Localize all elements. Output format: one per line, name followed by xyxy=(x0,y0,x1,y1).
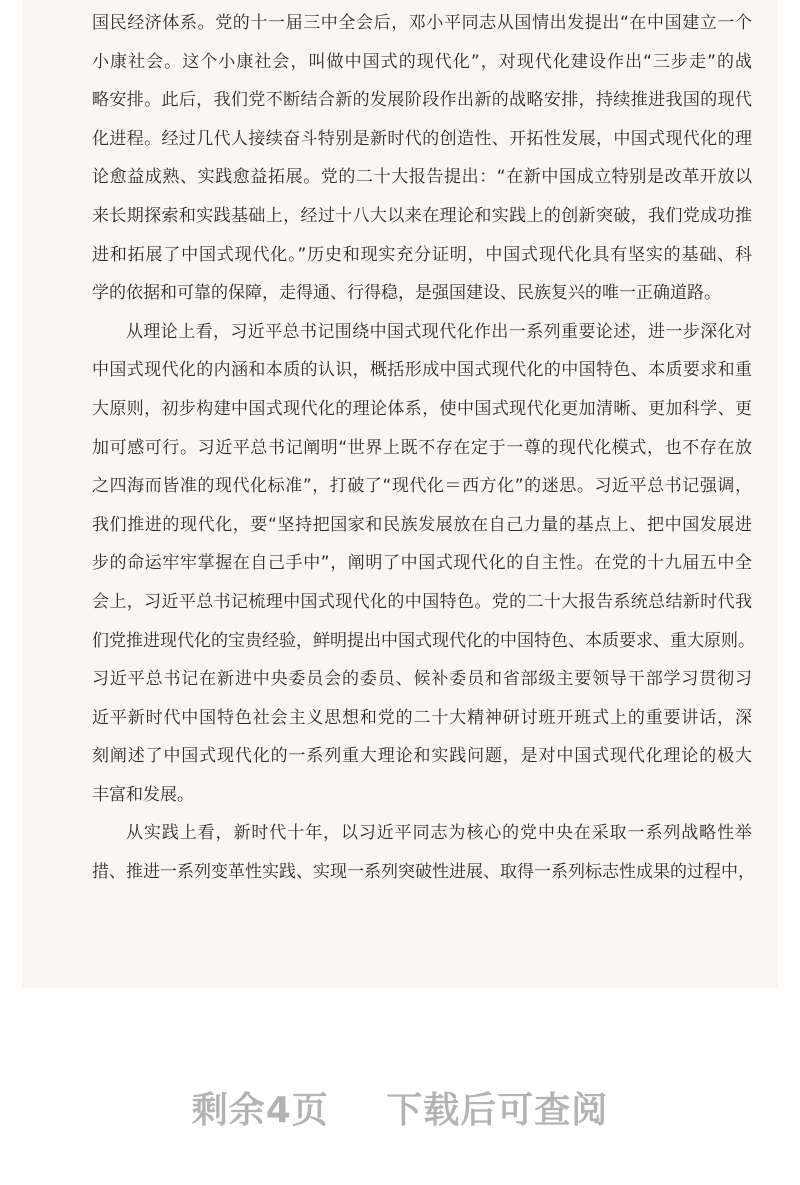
paragraph-line: 中国式现代化的内涵和本质的认识，概括形成中国式现代化的中国特色、本质要求和重 xyxy=(92,360,752,381)
document-body xyxy=(92,4,755,892)
paragraph-line: 习近平总书记在新进中央委员会的委员、候补委员和省部级主要领导干部学习贯彻习 xyxy=(92,669,752,690)
paragraph-line: 步的命运牢牢掌握在自己手中”，阐明了中国式现代化的自主性。在党的十九届五中全 xyxy=(92,553,752,574)
paragraph-line: 丰富和发展。 xyxy=(92,784,194,805)
paragraph-line: 来长期探索和实践基础上，经过十八大以来在理论和实践上的创新突破，我们党成功推 xyxy=(92,205,752,226)
paragraph-line: 加可感可行。习近平总书记阐明“世界上既不存在定于一尊的现代化模式，也不存在放 xyxy=(92,437,752,458)
paragraph-line: 大原则，初步构建中国式现代化的理论体系，使中国式现代化更加清晰、更加科学、更 xyxy=(92,398,752,419)
paragraph-line: 近平新时代中国特色社会主义思想和党的二十大精神研讨班开班式上的重要讲话，深 xyxy=(92,707,752,728)
download-to-view-label: 下载后可查阅 xyxy=(386,1090,609,1131)
paragraph-line: 我们推进的现代化，要“坚持把国家和民族发展放在自己力量的基点上、把中国发展进 xyxy=(92,514,752,535)
paragraph-line: 小康社会。这个小康社会，叫做中国式的现代化”，对现代化建设作出“三步走”的战 xyxy=(92,51,752,72)
paragraph-line: 国民经济体系。党的十一届三中全会后，邓小平同志从国情出发提出“在中国建立一个 xyxy=(92,13,752,33)
paragraph-line: 化进程。经过几代人接续奋斗特别是新时代的创造性、开拓性发展，中国式现代化的理 xyxy=(92,128,752,149)
paragraph-line: 会上，习近平总书记梳理中国式现代化的中国特色。党的二十大报告系统总结新时代我 xyxy=(92,591,752,612)
paragraph-line: 略安排。此后，我们党不断结合新的发展阶段作出新的战略安排，持续推进我国的现代 xyxy=(92,90,752,111)
remaining-pages-label: 剩余4页 xyxy=(191,1090,329,1131)
paragraph-line: 刻阐述了中国式现代化的一系列重大理论和实践问题，是对中国式现代化理论的极大 xyxy=(92,746,752,767)
paragraph-line: 们党推进现代化的宝贵经验，鲜明提出中国式现代化的中国特色、本质要求、重大原则。 xyxy=(92,630,755,651)
read-more-banner[interactable] xyxy=(0,1082,800,1133)
paragraph-line: 之四海而皆准的现代化标准”，打破了“现代化＝西方化”的迷思。习近平总书记强调， xyxy=(92,476,752,497)
paragraph-line: 措、推进一系列变革性实践、实现一系列突破性进展、取得一系列标志性成果的过程中， xyxy=(92,862,755,883)
paragraph-line: 学的依据和可靠的保障，走得通、行得稳，是强国建设、民族复兴的唯一正确道路。 xyxy=(92,283,721,304)
paragraph-line: 从理论上看，习近平总书记围绕中国式现代化作出一系列重要论述，进一步深化对 xyxy=(126,321,752,342)
document-page xyxy=(22,0,778,988)
paragraph-line: 从实践上看，新时代十年，以习近平同志为核心的党中央在采取一系列战略性举 xyxy=(126,823,752,844)
paragraph-line: 论愈益成熟、实践愈益拓展。党的二十大报告提出：“在新中国成立特别是改革开放以 xyxy=(92,167,752,188)
paragraph-line: 进和拓展了中国式现代化。”历史和现实充分证明，中国式现代化具有坚实的基础、科 xyxy=(92,244,752,265)
